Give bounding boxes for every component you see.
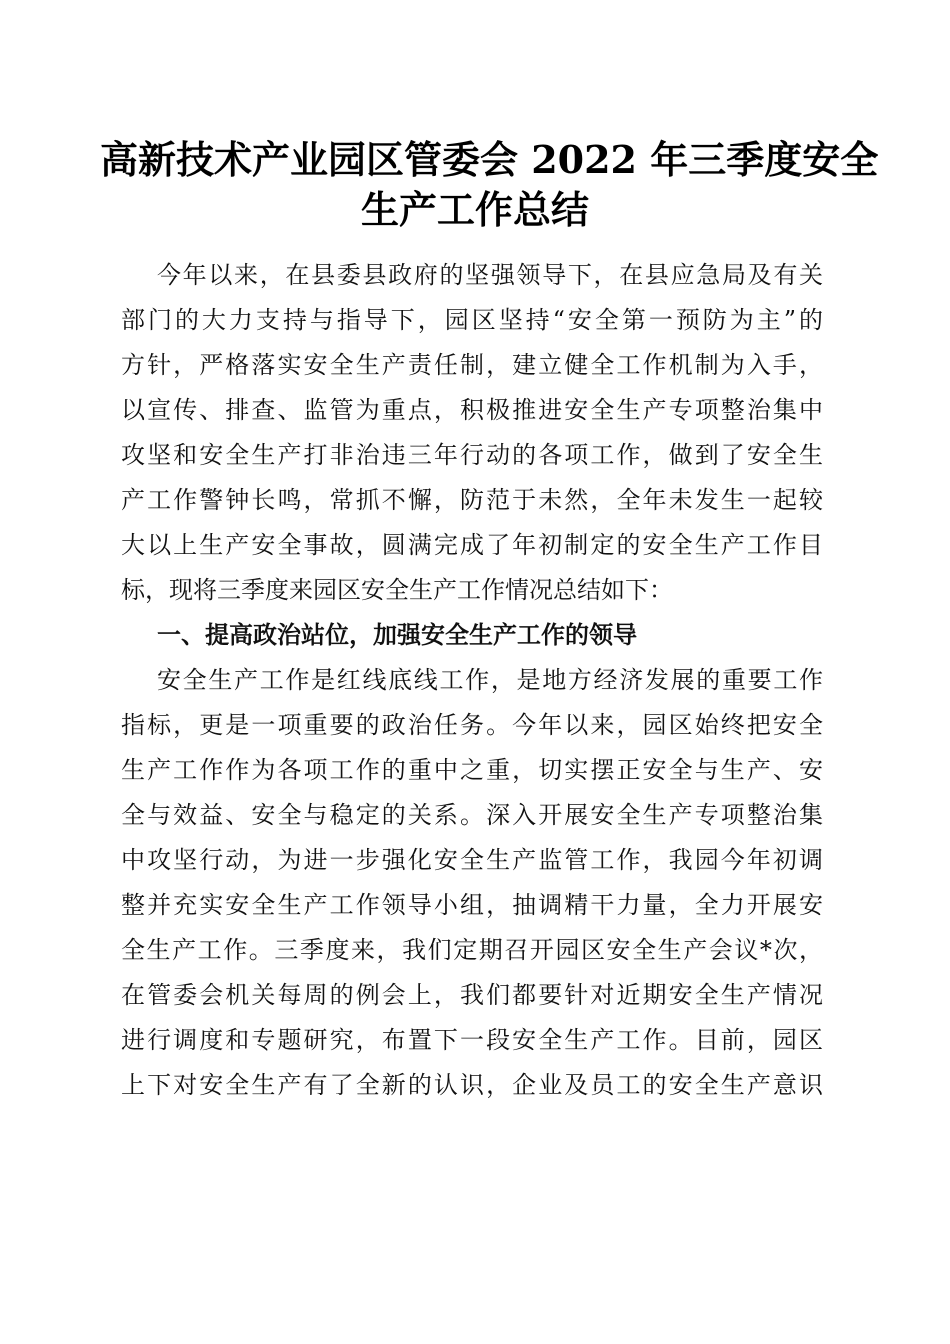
section1-line: 全生产工作。三季度来，我们定期召开园区安全生产会议*次， xyxy=(121,936,823,964)
intro-line: 以宣传、排查、监管为重点，积极推进安全生产专项整治集中 xyxy=(121,396,823,424)
intro-line: 产工作警钟长鸣，常抓不懈，防范于未然，全年未发生一起较 xyxy=(121,486,823,514)
document-body xyxy=(121,253,823,1108)
section1-line: 进行调度和专题研究，布置下一段安全生产工作。目前，园区 xyxy=(121,1026,823,1054)
section1-line: 整并充实安全生产工作领导小组，抽调精干力量，全力开展安 xyxy=(121,891,823,919)
intro-line: 大以上生产安全事故，圆满完成了年初制定的安全生产工作目 xyxy=(121,531,823,559)
section1-line: 指标，更是一项重要的政治任务。今年以来，园区始终把安全 xyxy=(121,711,823,739)
intro-line: 部门的大力支持与指导下，园区坚持“安全第一预防为主”的 xyxy=(121,306,823,334)
title-line-2: 生产工作总结 xyxy=(360,187,589,232)
title-line-1: 高新技术产业园区管委会 2022 年三季度安全 xyxy=(100,137,879,182)
section1-line: 安全生产工作是红线底线工作，是地方经济发展的重要工作 xyxy=(157,666,823,694)
section1-line: 生产工作作为各项工作的重中之重，切实摆正安全与生产、安 xyxy=(121,756,823,784)
section1-line: 全与效益、安全与稳定的关系。深入开展安全生产专项整治集 xyxy=(121,801,823,829)
section-heading: 一、提高政治站位，加强安全生产工作的领导 xyxy=(157,621,637,649)
document-title xyxy=(100,135,879,235)
intro-line: 今年以来，在县委县政府的坚强领导下，在县应急局及有关 xyxy=(157,261,823,289)
intro-line: 方针，严格落实安全生产责任制，建立健全工作机制为入手， xyxy=(121,351,823,379)
section1-line: 在管委会机关每周的例会上，我们都要针对近期安全生产情况 xyxy=(121,981,823,1009)
section1-line: 中攻坚行动，为进一步强化安全生产监管工作，我园今年初调 xyxy=(121,846,823,874)
intro-line: 标，现将三季度来园区安全生产工作情况总结如下： xyxy=(121,576,673,604)
intro-line: 攻坚和安全生产打非治违三年行动的各项工作，做到了安全生 xyxy=(121,441,823,469)
section1-line: 上下对安全生产有了全新的认识，企业及员工的安全生产意识 xyxy=(121,1071,823,1099)
